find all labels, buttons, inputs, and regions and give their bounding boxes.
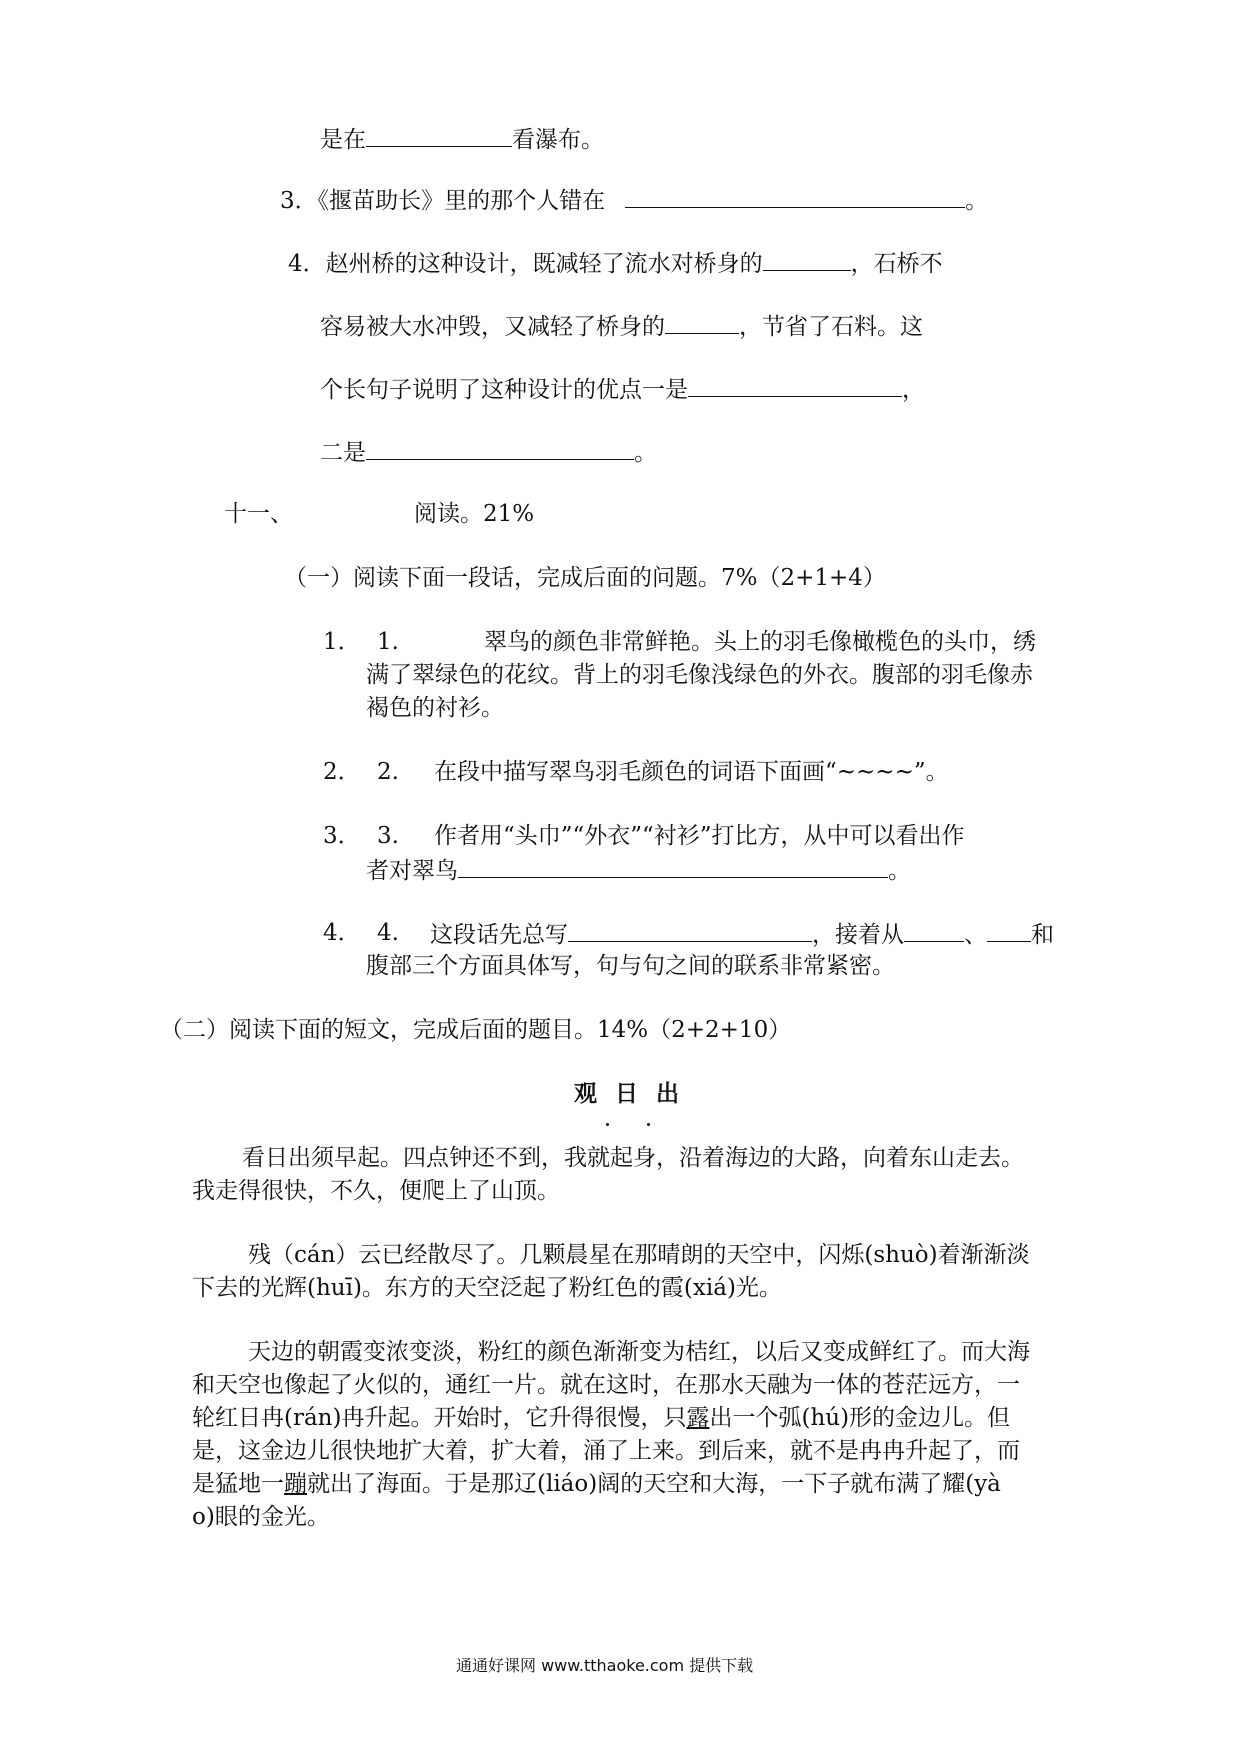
q4-text-3b: ， <box>902 377 925 403</box>
passage-p2-line1: 残（cán）云已经散尽了。几颗晨星在那晴朗的天空中，闪烁(shuò)着渐渐淡 <box>248 1242 1030 1268</box>
part1-item4-text-c: 、 <box>964 922 987 948</box>
part1-item3-blank[interactable] <box>458 853 888 878</box>
part1-item4-blank-1[interactable] <box>568 917 812 942</box>
part1-item1-line3: 褐色的衬衫。 <box>366 695 504 721</box>
part1-item3-text-2a: 者对翠鸟 <box>366 858 458 884</box>
part1-item4-text-a: 这段话先总写 <box>430 922 568 948</box>
passage-p3-line3 <box>192 1402 1010 1434</box>
passage-p3-line1: 天边的朝霞变浓变淡，粉红的颜色渐渐变为桔红，以后又变成鲜红了。而大海 <box>248 1339 1030 1365</box>
part1-heading: （一）阅读下面一段话，完成后面的问题。7%（2+1+4） <box>284 565 886 591</box>
part1-item1-subnumber: 1. <box>377 629 399 655</box>
part1-item3-text-2b: 。 <box>888 858 911 884</box>
part1-item1-line2: 满了翠绿色的花纹。背上的羽毛像浅绿色的外衣。腹部的羽毛像赤 <box>366 662 1033 688</box>
q4-line-2 <box>320 309 923 343</box>
part1-item3-subnumber: 3. <box>377 823 399 849</box>
q4-blank-4[interactable] <box>366 435 634 460</box>
passage-p3-line3a: 轮红日冉(rán)冉升起。开始时，它升得很慢，只 <box>192 1405 687 1431</box>
q4-text-1a: 4．赵州桥的这种设计，既减轻了流水对桥身的 <box>288 251 763 277</box>
passage-p3-line2: 和天空也像起了火似的，通红一片。就在这时，在那水天融为一体的苍茫远方，一 <box>192 1372 1020 1398</box>
q3-suffix: 。 <box>965 188 989 214</box>
footer-credit: 通通好课网 www.tthaoke.com 提供下载 <box>456 1656 754 1675</box>
section-11-number: 十一、 <box>224 501 293 527</box>
q2-prefix: 是在 <box>320 127 366 153</box>
part1-item4-line2: 腹部三个方面具体写，句与句之间的联系非常紧密。 <box>366 953 895 979</box>
q4-blank-1[interactable] <box>763 246 851 271</box>
q4-line-3 <box>320 372 925 406</box>
q3-answer-blank[interactable] <box>625 183 965 208</box>
passage-p3-line3b: 出一个弧(hú)形的金边儿。但 <box>709 1405 1011 1431</box>
part1-item2-subnumber: 2. <box>377 759 399 785</box>
q3-line <box>280 183 988 217</box>
title-char-3: 出 <box>656 1080 681 1107</box>
passage-p3-line5b: 就出了海面。于是那辽(liáo)阔的天空和大海，一下子就布满了耀(yà <box>307 1471 1001 1497</box>
part1-item3-line1: 作者用“头巾”“外衣”“衬衫”打比方，从中可以看出作 <box>434 823 965 849</box>
part2-heading: （二）阅读下面的短文，完成后面的题目。14%（2+2+10） <box>160 1017 792 1043</box>
part1-item2-number: 2． <box>323 759 361 785</box>
passage-p3-line5 <box>192 1468 1001 1500</box>
part1-item3-line2 <box>366 853 911 887</box>
part1-item4-line1 <box>430 917 1054 951</box>
underlined-word-beng: 蹦 <box>284 1471 307 1497</box>
q3-text: 3．《揠苗助长》里的那个人错在 <box>280 188 606 214</box>
q2-continuation <box>320 122 604 156</box>
passage-p3-line4: 是，这金边儿很快地扩大着，扩大着，涌了上来。到后来，就不是冉冉升起了，而 <box>192 1438 1020 1464</box>
part1-item3-number: 3． <box>323 823 361 849</box>
part1-item1-number: 1． <box>323 629 361 655</box>
q4-text-2a: 容易被大水冲毁，又减轻了桥身的 <box>320 314 665 340</box>
q4-text-4b: 。 <box>634 440 657 466</box>
passage-title <box>574 1078 681 1110</box>
passage-p2-line2: 下去的光辉(huī)。东方的天空泛起了粉红色的霞(xiá)光。 <box>192 1275 782 1301</box>
title-char-2: 日 <box>615 1080 640 1107</box>
q4-blank-3[interactable] <box>688 372 902 397</box>
q4-blank-2[interactable] <box>665 309 739 334</box>
title-char-1: 观 <box>574 1080 599 1107</box>
part1-item1-line1: 翠鸟的颜色非常鲜艳。头上的羽毛像橄榄色的头巾，绣 <box>484 629 1036 655</box>
q2-suffix: 看瀑布。 <box>512 127 604 153</box>
q4-line-1 <box>288 246 943 280</box>
part1-item4-number: 4． <box>323 920 361 946</box>
part1-item4-text-b: ，接着从 <box>812 922 904 948</box>
q4-text-1b: ，石桥不 <box>850 251 943 277</box>
passage-p3-line6: o)眼的金光。 <box>192 1504 330 1530</box>
underlined-word-lu: 露 <box>686 1405 710 1431</box>
passage-p1-line2: 我走得很快，不久，便爬上了山顶。 <box>192 1178 560 1204</box>
section-11-title: 阅读。21% <box>414 501 535 527</box>
q4-line-4 <box>320 435 657 469</box>
passage-p1-line1: 看日出须早起。四点钟还不到，我就起身，沿着海边的大路，向着东山走去。 <box>242 1145 1024 1171</box>
q4-text-2b: ，节省了石料。这 <box>739 314 923 340</box>
part1-item4-text-d: 和 <box>1031 922 1054 948</box>
passage-p3-line5a: 是猛地一 <box>192 1471 284 1497</box>
part1-item4-blank-2[interactable] <box>904 917 964 942</box>
part1-item2-text: 在段中描写翠鸟羽毛颜色的词语下面画“~~~~”。 <box>434 759 949 785</box>
q2-answer-blank[interactable] <box>366 122 512 147</box>
q4-text-4a: 二是 <box>320 440 366 466</box>
q4-text-3a: 个长句子说明了这种设计的优点一是 <box>320 377 688 403</box>
part1-item4-subnumber: 4. <box>377 920 399 946</box>
part1-item4-blank-3[interactable] <box>987 917 1031 942</box>
